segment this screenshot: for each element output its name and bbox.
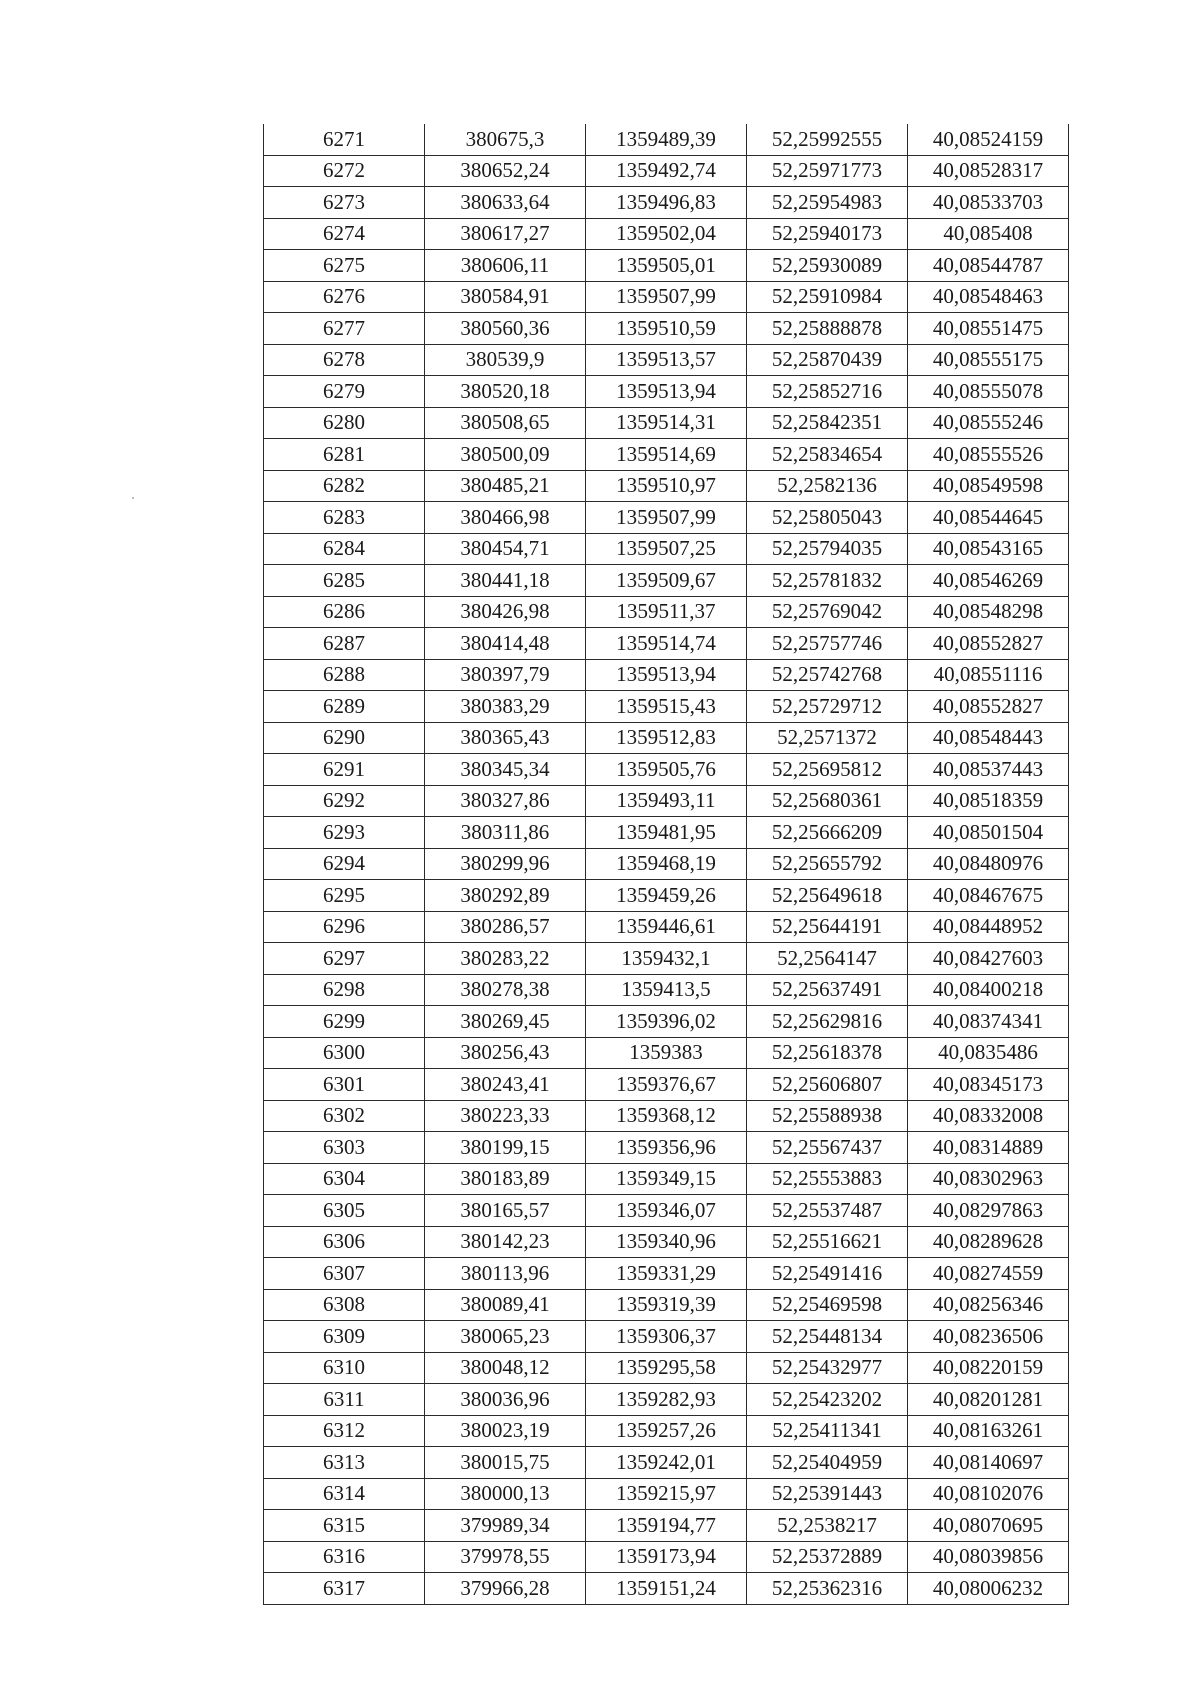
latitude-cell: 52,25940173 [747, 218, 908, 250]
x-coordinate-cell: 380089,41 [425, 1289, 586, 1321]
x-coordinate-cell: 380269,45 [425, 1006, 586, 1038]
y-coordinate-cell: 1359383 [586, 1037, 747, 1069]
point-number-cell: 6271 [264, 124, 425, 155]
table-row [264, 659, 1069, 691]
x-coordinate-cell: 380454,71 [425, 533, 586, 565]
y-coordinate-cell: 1359257,26 [586, 1415, 747, 1447]
y-coordinate-cell: 1359376,67 [586, 1069, 747, 1101]
table-row [264, 1132, 1069, 1164]
table-row [264, 722, 1069, 754]
table-row [264, 1321, 1069, 1353]
latitude-cell: 52,25618378 [747, 1037, 908, 1069]
table-row [264, 439, 1069, 471]
point-number-cell: 6276 [264, 281, 425, 313]
x-coordinate-cell: 380560,36 [425, 313, 586, 345]
longitude-cell: 40,08533703 [908, 187, 1069, 219]
y-coordinate-cell: 1359509,67 [586, 565, 747, 597]
point-number-cell: 6304 [264, 1163, 425, 1195]
table-body [264, 124, 1069, 1604]
table-row [264, 1100, 1069, 1132]
y-coordinate-cell: 1359510,59 [586, 313, 747, 345]
latitude-cell: 52,25655792 [747, 848, 908, 880]
x-coordinate-cell: 380048,12 [425, 1352, 586, 1384]
table-row [264, 1069, 1069, 1101]
x-coordinate-cell: 380278,38 [425, 974, 586, 1006]
x-coordinate-cell: 380036,96 [425, 1384, 586, 1416]
latitude-cell: 52,25910984 [747, 281, 908, 313]
y-coordinate-cell: 1359507,99 [586, 502, 747, 534]
point-number-cell: 6287 [264, 628, 425, 660]
latitude-cell: 52,25411341 [747, 1415, 908, 1447]
latitude-cell: 52,2538217 [747, 1510, 908, 1542]
longitude-cell: 40,08448952 [908, 911, 1069, 943]
y-coordinate-cell: 1359368,12 [586, 1100, 747, 1132]
longitude-cell: 40,08400218 [908, 974, 1069, 1006]
x-coordinate-cell: 380441,18 [425, 565, 586, 597]
point-number-cell: 6313 [264, 1447, 425, 1479]
table-row [264, 1541, 1069, 1573]
point-number-cell: 6308 [264, 1289, 425, 1321]
y-coordinate-cell: 1359505,01 [586, 250, 747, 282]
longitude-cell: 40,08220159 [908, 1352, 1069, 1384]
latitude-cell: 52,25852716 [747, 376, 908, 408]
x-coordinate-cell: 380675,3 [425, 124, 586, 155]
latitude-cell: 52,25992555 [747, 124, 908, 155]
longitude-cell: 40,08555246 [908, 407, 1069, 439]
y-coordinate-cell: 1359514,69 [586, 439, 747, 471]
table-row [264, 911, 1069, 943]
point-number-cell: 6277 [264, 313, 425, 345]
y-coordinate-cell: 1359319,39 [586, 1289, 747, 1321]
y-coordinate-cell: 1359215,97 [586, 1478, 747, 1510]
point-number-cell: 6300 [264, 1037, 425, 1069]
table-row [264, 596, 1069, 628]
longitude-cell: 40,08555526 [908, 439, 1069, 471]
table-row [264, 1163, 1069, 1195]
y-coordinate-cell: 1359481,95 [586, 817, 747, 849]
x-coordinate-cell: 380199,15 [425, 1132, 586, 1164]
longitude-cell: 40,0835486 [908, 1037, 1069, 1069]
longitude-cell: 40,08543165 [908, 533, 1069, 565]
point-number-cell: 6303 [264, 1132, 425, 1164]
table-row [264, 1384, 1069, 1416]
latitude-cell: 52,25391443 [747, 1478, 908, 1510]
latitude-cell: 52,25888878 [747, 313, 908, 345]
table-row [264, 1258, 1069, 1290]
latitude-cell: 52,25781832 [747, 565, 908, 597]
table-row [264, 470, 1069, 502]
latitude-cell: 52,25729712 [747, 691, 908, 723]
x-coordinate-cell: 380142,23 [425, 1226, 586, 1258]
x-coordinate-cell: 380243,41 [425, 1069, 586, 1101]
longitude-cell: 40,08345173 [908, 1069, 1069, 1101]
latitude-cell: 52,25588938 [747, 1100, 908, 1132]
longitude-cell: 40,08289628 [908, 1226, 1069, 1258]
table-row [264, 502, 1069, 534]
table-row [264, 344, 1069, 376]
longitude-cell: 40,08552827 [908, 628, 1069, 660]
x-coordinate-cell: 380023,19 [425, 1415, 586, 1447]
table-row [264, 628, 1069, 660]
longitude-cell: 40,08552827 [908, 691, 1069, 723]
x-coordinate-cell: 380165,57 [425, 1195, 586, 1227]
x-coordinate-cell: 380508,65 [425, 407, 586, 439]
longitude-cell: 40,08537443 [908, 754, 1069, 786]
longitude-cell: 40,08314889 [908, 1132, 1069, 1164]
y-coordinate-cell: 1359502,04 [586, 218, 747, 250]
latitude-cell: 52,25553883 [747, 1163, 908, 1195]
x-coordinate-cell: 380113,96 [425, 1258, 586, 1290]
longitude-cell: 40,08480976 [908, 848, 1069, 880]
latitude-cell: 52,25629816 [747, 1006, 908, 1038]
table-row [264, 1289, 1069, 1321]
longitude-cell: 40,08548298 [908, 596, 1069, 628]
table-row [264, 565, 1069, 597]
y-coordinate-cell: 1359356,96 [586, 1132, 747, 1164]
table-row [264, 1478, 1069, 1510]
latitude-cell: 52,25448134 [747, 1321, 908, 1353]
y-coordinate-cell: 1359151,24 [586, 1573, 747, 1605]
latitude-cell: 52,25644191 [747, 911, 908, 943]
point-number-cell: 6297 [264, 943, 425, 975]
x-coordinate-cell: 380617,27 [425, 218, 586, 250]
longitude-cell: 40,08201281 [908, 1384, 1069, 1416]
point-number-cell: 6317 [264, 1573, 425, 1605]
table-row [264, 848, 1069, 880]
y-coordinate-cell: 1359468,19 [586, 848, 747, 880]
x-coordinate-cell: 380652,24 [425, 155, 586, 187]
point-number-cell: 6301 [264, 1069, 425, 1101]
latitude-cell: 52,25372889 [747, 1541, 908, 1573]
point-number-cell: 6307 [264, 1258, 425, 1290]
latitude-cell: 52,25432977 [747, 1352, 908, 1384]
longitude-cell: 40,08549598 [908, 470, 1069, 502]
point-number-cell: 6278 [264, 344, 425, 376]
latitude-cell: 52,25971773 [747, 155, 908, 187]
point-number-cell: 6315 [264, 1510, 425, 1542]
longitude-cell: 40,08102076 [908, 1478, 1069, 1510]
point-number-cell: 6272 [264, 155, 425, 187]
longitude-cell: 40,08555175 [908, 344, 1069, 376]
x-coordinate-cell: 380015,75 [425, 1447, 586, 1479]
x-coordinate-cell: 380466,98 [425, 502, 586, 534]
latitude-cell: 52,2582136 [747, 470, 908, 502]
x-coordinate-cell: 380311,86 [425, 817, 586, 849]
latitude-cell: 52,25666209 [747, 817, 908, 849]
latitude-cell: 52,2571372 [747, 722, 908, 754]
y-coordinate-cell: 1359396,02 [586, 1006, 747, 1038]
point-number-cell: 6309 [264, 1321, 425, 1353]
table-row [264, 1006, 1069, 1038]
x-coordinate-cell: 380223,33 [425, 1100, 586, 1132]
latitude-cell: 52,25516621 [747, 1226, 908, 1258]
table-row [264, 1510, 1069, 1542]
point-number-cell: 6296 [264, 911, 425, 943]
table-row [264, 1415, 1069, 1447]
x-coordinate-cell: 380606,11 [425, 250, 586, 282]
latitude-cell: 52,25567437 [747, 1132, 908, 1164]
y-coordinate-cell: 1359331,29 [586, 1258, 747, 1290]
latitude-cell: 52,25954983 [747, 187, 908, 219]
table-row [264, 250, 1069, 282]
x-coordinate-cell: 380539,9 [425, 344, 586, 376]
longitude-cell: 40,08546269 [908, 565, 1069, 597]
y-coordinate-cell: 1359493,11 [586, 785, 747, 817]
latitude-cell: 52,25404959 [747, 1447, 908, 1479]
table-row [264, 407, 1069, 439]
x-coordinate-cell: 380256,43 [425, 1037, 586, 1069]
x-coordinate-cell: 380633,64 [425, 187, 586, 219]
longitude-cell: 40,08518359 [908, 785, 1069, 817]
point-number-cell: 6312 [264, 1415, 425, 1447]
point-number-cell: 6299 [264, 1006, 425, 1038]
latitude-cell: 52,25362316 [747, 1573, 908, 1605]
point-number-cell: 6288 [264, 659, 425, 691]
table-row [264, 974, 1069, 1006]
x-coordinate-cell: 380485,21 [425, 470, 586, 502]
latitude-cell: 52,25469598 [747, 1289, 908, 1321]
point-number-cell: 6306 [264, 1226, 425, 1258]
longitude-cell: 40,08332008 [908, 1100, 1069, 1132]
longitude-cell: 40,08302963 [908, 1163, 1069, 1195]
x-coordinate-cell: 380299,96 [425, 848, 586, 880]
longitude-cell: 40,08236506 [908, 1321, 1069, 1353]
latitude-cell: 52,25769042 [747, 596, 908, 628]
y-coordinate-cell: 1359432,1 [586, 943, 747, 975]
point-number-cell: 6293 [264, 817, 425, 849]
point-number-cell: 6314 [264, 1478, 425, 1510]
y-coordinate-cell: 1359173,94 [586, 1541, 747, 1573]
longitude-cell: 40,08039856 [908, 1541, 1069, 1573]
point-number-cell: 6275 [264, 250, 425, 282]
y-coordinate-cell: 1359511,37 [586, 596, 747, 628]
x-coordinate-cell: 380414,48 [425, 628, 586, 660]
table-row [264, 1037, 1069, 1069]
table-row [264, 124, 1069, 155]
latitude-cell: 52,25834654 [747, 439, 908, 471]
longitude-cell: 40,085408 [908, 218, 1069, 250]
latitude-cell: 52,25680361 [747, 785, 908, 817]
latitude-cell: 52,25423202 [747, 1384, 908, 1416]
x-coordinate-cell: 379989,34 [425, 1510, 586, 1542]
latitude-cell: 52,25606807 [747, 1069, 908, 1101]
y-coordinate-cell: 1359446,61 [586, 911, 747, 943]
point-number-cell: 6290 [264, 722, 425, 754]
y-coordinate-cell: 1359513,94 [586, 659, 747, 691]
table-row [264, 313, 1069, 345]
x-coordinate-cell: 380520,18 [425, 376, 586, 408]
y-coordinate-cell: 1359349,15 [586, 1163, 747, 1195]
latitude-cell: 52,25695812 [747, 754, 908, 786]
point-number-cell: 6286 [264, 596, 425, 628]
y-coordinate-cell: 1359512,83 [586, 722, 747, 754]
point-number-cell: 6285 [264, 565, 425, 597]
x-coordinate-cell: 380283,22 [425, 943, 586, 975]
point-number-cell: 6295 [264, 880, 425, 912]
table-row [264, 1447, 1069, 1479]
longitude-cell: 40,08274559 [908, 1258, 1069, 1290]
y-coordinate-cell: 1359295,58 [586, 1352, 747, 1384]
x-coordinate-cell: 380000,13 [425, 1478, 586, 1510]
y-coordinate-cell: 1359459,26 [586, 880, 747, 912]
y-coordinate-cell: 1359489,39 [586, 124, 747, 155]
latitude-cell: 52,25870439 [747, 344, 908, 376]
longitude-cell: 40,08544787 [908, 250, 1069, 282]
longitude-cell: 40,08374341 [908, 1006, 1069, 1038]
x-coordinate-cell: 380584,91 [425, 281, 586, 313]
table-row [264, 785, 1069, 817]
y-coordinate-cell: 1359514,31 [586, 407, 747, 439]
point-number-cell: 6316 [264, 1541, 425, 1573]
x-coordinate-cell: 380383,29 [425, 691, 586, 723]
point-number-cell: 6292 [264, 785, 425, 817]
longitude-cell: 40,08548463 [908, 281, 1069, 313]
y-coordinate-cell: 1359340,96 [586, 1226, 747, 1258]
table-row [264, 691, 1069, 723]
latitude-cell: 52,25757746 [747, 628, 908, 660]
y-coordinate-cell: 1359306,37 [586, 1321, 747, 1353]
point-number-cell: 6281 [264, 439, 425, 471]
y-coordinate-cell: 1359242,01 [586, 1447, 747, 1479]
latitude-cell: 52,25930089 [747, 250, 908, 282]
x-coordinate-cell: 380345,34 [425, 754, 586, 786]
table-row [264, 376, 1069, 408]
table-row [264, 155, 1069, 187]
table-row [264, 533, 1069, 565]
y-coordinate-cell: 1359496,83 [586, 187, 747, 219]
point-number-cell: 6310 [264, 1352, 425, 1384]
table-row [264, 817, 1069, 849]
longitude-cell: 40,08555078 [908, 376, 1069, 408]
table-row [264, 1195, 1069, 1227]
point-number-cell: 6280 [264, 407, 425, 439]
x-coordinate-cell: 380327,86 [425, 785, 586, 817]
longitude-cell: 40,08548443 [908, 722, 1069, 754]
longitude-cell: 40,08501504 [908, 817, 1069, 849]
longitude-cell: 40,08070695 [908, 1510, 1069, 1542]
x-coordinate-cell: 379966,28 [425, 1573, 586, 1605]
x-coordinate-cell: 380365,43 [425, 722, 586, 754]
y-coordinate-cell: 1359513,57 [586, 344, 747, 376]
scan-speck [132, 497, 134, 499]
longitude-cell: 40,08544645 [908, 502, 1069, 534]
latitude-cell: 52,25637491 [747, 974, 908, 1006]
y-coordinate-cell: 1359505,76 [586, 754, 747, 786]
x-coordinate-cell: 380292,89 [425, 880, 586, 912]
longitude-cell: 40,08140697 [908, 1447, 1069, 1479]
table-row [264, 281, 1069, 313]
y-coordinate-cell: 1359194,77 [586, 1510, 747, 1542]
x-coordinate-cell: 380183,89 [425, 1163, 586, 1195]
x-coordinate-cell: 380500,09 [425, 439, 586, 471]
table-row [264, 943, 1069, 975]
y-coordinate-cell: 1359507,99 [586, 281, 747, 313]
x-coordinate-cell: 380426,98 [425, 596, 586, 628]
point-number-cell: 6279 [264, 376, 425, 408]
point-number-cell: 6274 [264, 218, 425, 250]
x-coordinate-cell: 380397,79 [425, 659, 586, 691]
table-row [264, 187, 1069, 219]
table-row [264, 1573, 1069, 1605]
longitude-cell: 40,08297863 [908, 1195, 1069, 1227]
latitude-cell: 52,25491416 [747, 1258, 908, 1290]
y-coordinate-cell: 1359510,97 [586, 470, 747, 502]
point-number-cell: 6305 [264, 1195, 425, 1227]
point-number-cell: 6284 [264, 533, 425, 565]
y-coordinate-cell: 1359513,94 [586, 376, 747, 408]
table-row [264, 1352, 1069, 1384]
table-row [264, 218, 1069, 250]
latitude-cell: 52,25537487 [747, 1195, 908, 1227]
table-row [264, 754, 1069, 786]
point-number-cell: 6289 [264, 691, 425, 723]
longitude-cell: 40,08551475 [908, 313, 1069, 345]
latitude-cell: 52,25649618 [747, 880, 908, 912]
point-number-cell: 6282 [264, 470, 425, 502]
latitude-cell: 52,25742768 [747, 659, 908, 691]
point-number-cell: 6291 [264, 754, 425, 786]
table-row [264, 1226, 1069, 1258]
y-coordinate-cell: 1359346,07 [586, 1195, 747, 1227]
longitude-cell: 40,08427603 [908, 943, 1069, 975]
latitude-cell: 52,25794035 [747, 533, 908, 565]
y-coordinate-cell: 1359507,25 [586, 533, 747, 565]
latitude-cell: 52,25805043 [747, 502, 908, 534]
longitude-cell: 40,08006232 [908, 1573, 1069, 1605]
y-coordinate-cell: 1359282,93 [586, 1384, 747, 1416]
x-coordinate-cell: 380065,23 [425, 1321, 586, 1353]
longitude-cell: 40,08467675 [908, 880, 1069, 912]
coordinates-table [263, 124, 1069, 1605]
y-coordinate-cell: 1359514,74 [586, 628, 747, 660]
point-number-cell: 6294 [264, 848, 425, 880]
longitude-cell: 40,08551116 [908, 659, 1069, 691]
latitude-cell: 52,25842351 [747, 407, 908, 439]
longitude-cell: 40,08528317 [908, 155, 1069, 187]
table-row [264, 880, 1069, 912]
point-number-cell: 6273 [264, 187, 425, 219]
y-coordinate-cell: 1359492,74 [586, 155, 747, 187]
point-number-cell: 6298 [264, 974, 425, 1006]
longitude-cell: 40,08524159 [908, 124, 1069, 155]
y-coordinate-cell: 1359413,5 [586, 974, 747, 1006]
point-number-cell: 6283 [264, 502, 425, 534]
x-coordinate-cell: 379978,55 [425, 1541, 586, 1573]
point-number-cell: 6311 [264, 1384, 425, 1416]
longitude-cell: 40,08256346 [908, 1289, 1069, 1321]
point-number-cell: 6302 [264, 1100, 425, 1132]
longitude-cell: 40,08163261 [908, 1415, 1069, 1447]
latitude-cell: 52,2564147 [747, 943, 908, 975]
x-coordinate-cell: 380286,57 [425, 911, 586, 943]
y-coordinate-cell: 1359515,43 [586, 691, 747, 723]
